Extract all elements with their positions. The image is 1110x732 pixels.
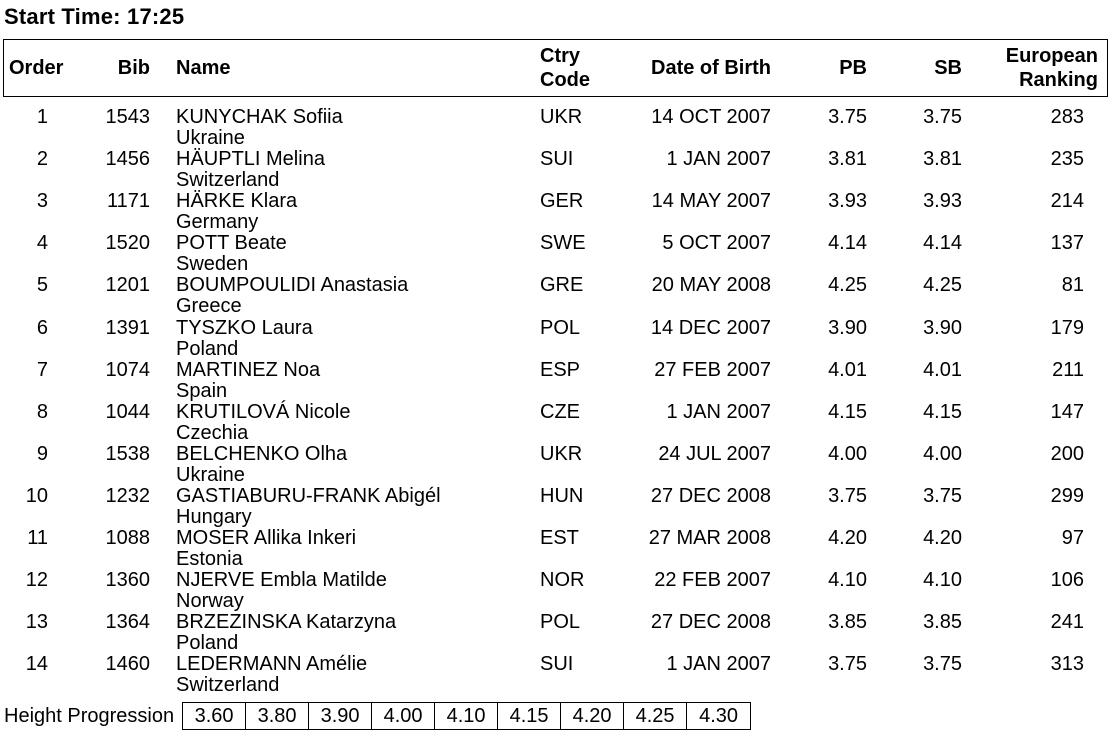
cell-sb: 4.25 (923, 274, 962, 297)
cell-bib: 1538 (105, 442, 150, 465)
cell-code: ESP (540, 358, 581, 381)
cell-order: 7 (36, 358, 48, 381)
cell-rank: 106 (1050, 569, 1084, 592)
height-cell: 4.20 (561, 703, 624, 729)
header-ctry-line1: Ctry (540, 45, 581, 67)
cell-sb: 4.15 (923, 400, 962, 423)
cell-dob: 14 DEC 2007 (650, 316, 771, 339)
cell-pb: 3.81 (828, 148, 867, 171)
cell-code: HUN (540, 484, 584, 507)
cell-pb: 4.00 (828, 442, 867, 465)
cell-order: 9 (36, 442, 48, 465)
header-sb: SB (934, 57, 962, 79)
cell-pb: 4.20 (828, 527, 867, 549)
cell-dob: 27 MAR 2008 (648, 527, 771, 549)
height-progression (4, 702, 751, 730)
cell-pb: 3.93 (828, 190, 867, 213)
cell-sb: 3.75 (923, 653, 962, 676)
table-row (0, 611, 1110, 653)
cell-sb: 3.85 (923, 611, 962, 634)
table-row (0, 274, 1110, 316)
cell-order: 11 (27, 527, 48, 549)
cell-pb: 4.25 (828, 274, 867, 297)
height-cell: 4.10 (435, 703, 498, 729)
height-cell: 3.60 (183, 703, 246, 729)
cell-country: Sweden (176, 253, 249, 276)
cell-order: 2 (36, 148, 48, 171)
header-european-line1: European (1005, 45, 1098, 67)
cell-sb: 3.81 (923, 148, 962, 171)
cell-name: KUNYCHAK Sofiia (176, 106, 343, 128)
cell-rank: 235 (1050, 148, 1084, 171)
cell-rank: 81 (1061, 274, 1084, 297)
cell-rank: 313 (1050, 653, 1084, 676)
cell-name: GASTIABURU-FRANK Abigél (176, 484, 441, 507)
cell-name: MARTINEZ Noa (176, 358, 321, 381)
table-row (0, 190, 1110, 232)
cell-code: SWE (540, 232, 586, 255)
cell-sb: 3.75 (923, 106, 962, 128)
cell-pb: 3.75 (828, 653, 867, 676)
cell-country: Norway (176, 590, 244, 613)
cell-name: KRUTILOVÁ Nicole (176, 400, 351, 423)
cell-pb: 3.90 (828, 316, 867, 339)
table-row (0, 359, 1110, 401)
cell-country: Czechia (176, 421, 249, 444)
cell-dob: 22 FEB 2007 (654, 569, 771, 592)
cell-name: HÄRKE Klara (176, 190, 298, 213)
cell-order: 13 (25, 611, 48, 634)
cell-bib: 1201 (105, 274, 150, 297)
cell-code: NOR (540, 569, 585, 592)
cell-order: 1 (36, 106, 48, 128)
height-cell: 3.80 (246, 703, 309, 729)
cell-bib: 1364 (105, 611, 150, 634)
height-progression-cells (182, 702, 751, 730)
cell-bib: 1088 (105, 527, 150, 549)
cell-bib: 1460 (105, 653, 150, 676)
header-bib: Bib (117, 57, 150, 79)
cell-name: TYSZKO Laura (176, 316, 313, 339)
cell-rank: 179 (1050, 316, 1084, 339)
height-cell: 4.30 (699, 705, 739, 727)
cell-rank: 200 (1050, 442, 1084, 465)
cell-bib: 1456 (105, 148, 150, 171)
cell-dob: 20 MAY 2008 (651, 274, 771, 297)
cell-sb: 3.90 (923, 316, 962, 339)
cell-country: Hungary (176, 505, 252, 528)
cell-rank: 211 (1052, 358, 1084, 381)
table-row (0, 443, 1110, 485)
cell-dob: 27 DEC 2008 (650, 484, 771, 507)
cell-bib: 1360 (105, 569, 150, 592)
cell-rank: 147 (1050, 400, 1084, 423)
cell-name: POTT Beate (176, 232, 287, 255)
header-pb: PB (839, 57, 867, 79)
cell-name: BRZEZINSKA Katarzyna (176, 611, 397, 634)
cell-code: EST (540, 527, 579, 549)
cell-code: POL (540, 316, 581, 339)
table-header (3, 39, 1108, 97)
cell-code: GRE (540, 274, 584, 297)
cell-sb: 4.01 (923, 358, 962, 381)
cell-pb: 4.01 (828, 358, 867, 381)
table-row (0, 485, 1110, 527)
cell-dob: 27 FEB 2007 (654, 358, 771, 381)
cell-rank: 137 (1050, 232, 1084, 255)
height-progression-label: Height Progression (4, 704, 175, 727)
cell-code: CZE (540, 400, 580, 423)
cell-dob: 14 OCT 2007 (651, 106, 771, 128)
cell-country: Spain (176, 379, 228, 402)
header-european-line2: Ranking (1019, 69, 1098, 91)
cell-code: UKR (540, 106, 583, 128)
cell-rank: 283 (1050, 106, 1084, 128)
table-row (0, 232, 1110, 274)
height-cell: 4.15 (498, 703, 561, 729)
cell-code: GER (540, 190, 584, 213)
height-cell: 3.90 (309, 703, 372, 729)
cell-bib: 1391 (105, 316, 150, 339)
cell-bib: 1232 (105, 484, 150, 507)
cell-country: Greece (176, 295, 242, 318)
cell-pb: 3.85 (828, 611, 867, 634)
cell-pb: 3.75 (828, 484, 867, 507)
table-row (0, 148, 1110, 190)
cell-order: 3 (36, 190, 48, 213)
header-dob: Date of Birth (651, 57, 771, 79)
cell-order: 10 (25, 484, 48, 507)
table-row (0, 317, 1110, 359)
cell-country: Ukraine (176, 463, 245, 486)
cell-bib: 1044 (105, 400, 150, 423)
cell-dob: 24 JUL 2007 (658, 442, 771, 465)
cell-code: SUI (540, 148, 574, 171)
cell-rank: 299 (1050, 484, 1084, 507)
table-row (0, 653, 1110, 695)
cell-sb: 3.93 (923, 190, 962, 213)
table-row (0, 527, 1110, 569)
cell-bib: 1520 (105, 232, 150, 255)
cell-dob: 1 JAN 2007 (666, 148, 771, 171)
cell-pb: 4.14 (828, 232, 867, 255)
height-cell: 4.25 (624, 703, 687, 729)
cell-name: LEDERMANN Amélie (176, 653, 368, 676)
cell-dob: 5 OCT 2007 (662, 232, 771, 255)
cell-pb: 3.75 (828, 106, 867, 128)
cell-name: MOSER Allika Inkeri (176, 527, 357, 549)
cell-order: 14 (25, 653, 48, 676)
cell-pb: 4.10 (828, 569, 867, 592)
cell-bib: 1171 (106, 190, 150, 213)
cell-country: Poland (176, 632, 239, 655)
cell-name: NJERVE Embla Matilde (176, 569, 387, 592)
cell-name: BELCHENKO Olha (176, 442, 348, 465)
cell-sb: 4.14 (923, 232, 962, 255)
cell-sb: 3.75 (923, 484, 962, 507)
cell-order: 6 (36, 316, 48, 339)
cell-pb: 4.15 (828, 400, 867, 423)
cell-order: 8 (36, 400, 48, 423)
cell-dob: 1 JAN 2007 (666, 400, 771, 423)
cell-dob: 1 JAN 2007 (666, 653, 771, 676)
cell-country: Germany (176, 211, 259, 234)
table-row (0, 106, 1110, 148)
cell-country: Switzerland (176, 674, 280, 697)
cell-bib: 1543 (105, 106, 150, 128)
cell-order: 4 (36, 232, 48, 255)
cell-sb: 4.20 (923, 527, 962, 549)
cell-dob: 14 MAY 2007 (651, 190, 771, 213)
cell-country: Switzerland (176, 169, 280, 192)
cell-sb: 4.00 (923, 442, 962, 465)
cell-name: BOUMPOULIDI Anastasia (176, 274, 409, 297)
start-time-heading: Start Time: 17:25 (4, 4, 185, 29)
header-name: Name (176, 57, 231, 79)
header-order: Order (9, 57, 64, 79)
cell-code: POL (540, 611, 581, 634)
cell-order: 12 (25, 569, 48, 592)
cell-order: 5 (36, 274, 48, 297)
cell-rank: 241 (1050, 611, 1084, 634)
cell-dob: 27 DEC 2008 (650, 611, 771, 634)
height-cell: 4.00 (372, 703, 435, 729)
table-row (0, 569, 1110, 611)
cell-code: SUI (540, 653, 574, 676)
cell-rank: 97 (1061, 527, 1084, 549)
cell-bib: 1074 (105, 358, 150, 381)
header-ctry-line2: Code (540, 69, 590, 91)
table-row (0, 401, 1110, 443)
cell-country: Poland (176, 337, 239, 360)
cell-rank: 214 (1050, 190, 1084, 213)
cell-country: Ukraine (176, 127, 245, 149)
cell-name: HÄUPTLI Melina (176, 148, 325, 171)
cell-country: Estonia (176, 548, 243, 570)
cell-sb: 4.10 (923, 569, 962, 592)
cell-code: UKR (540, 442, 583, 465)
